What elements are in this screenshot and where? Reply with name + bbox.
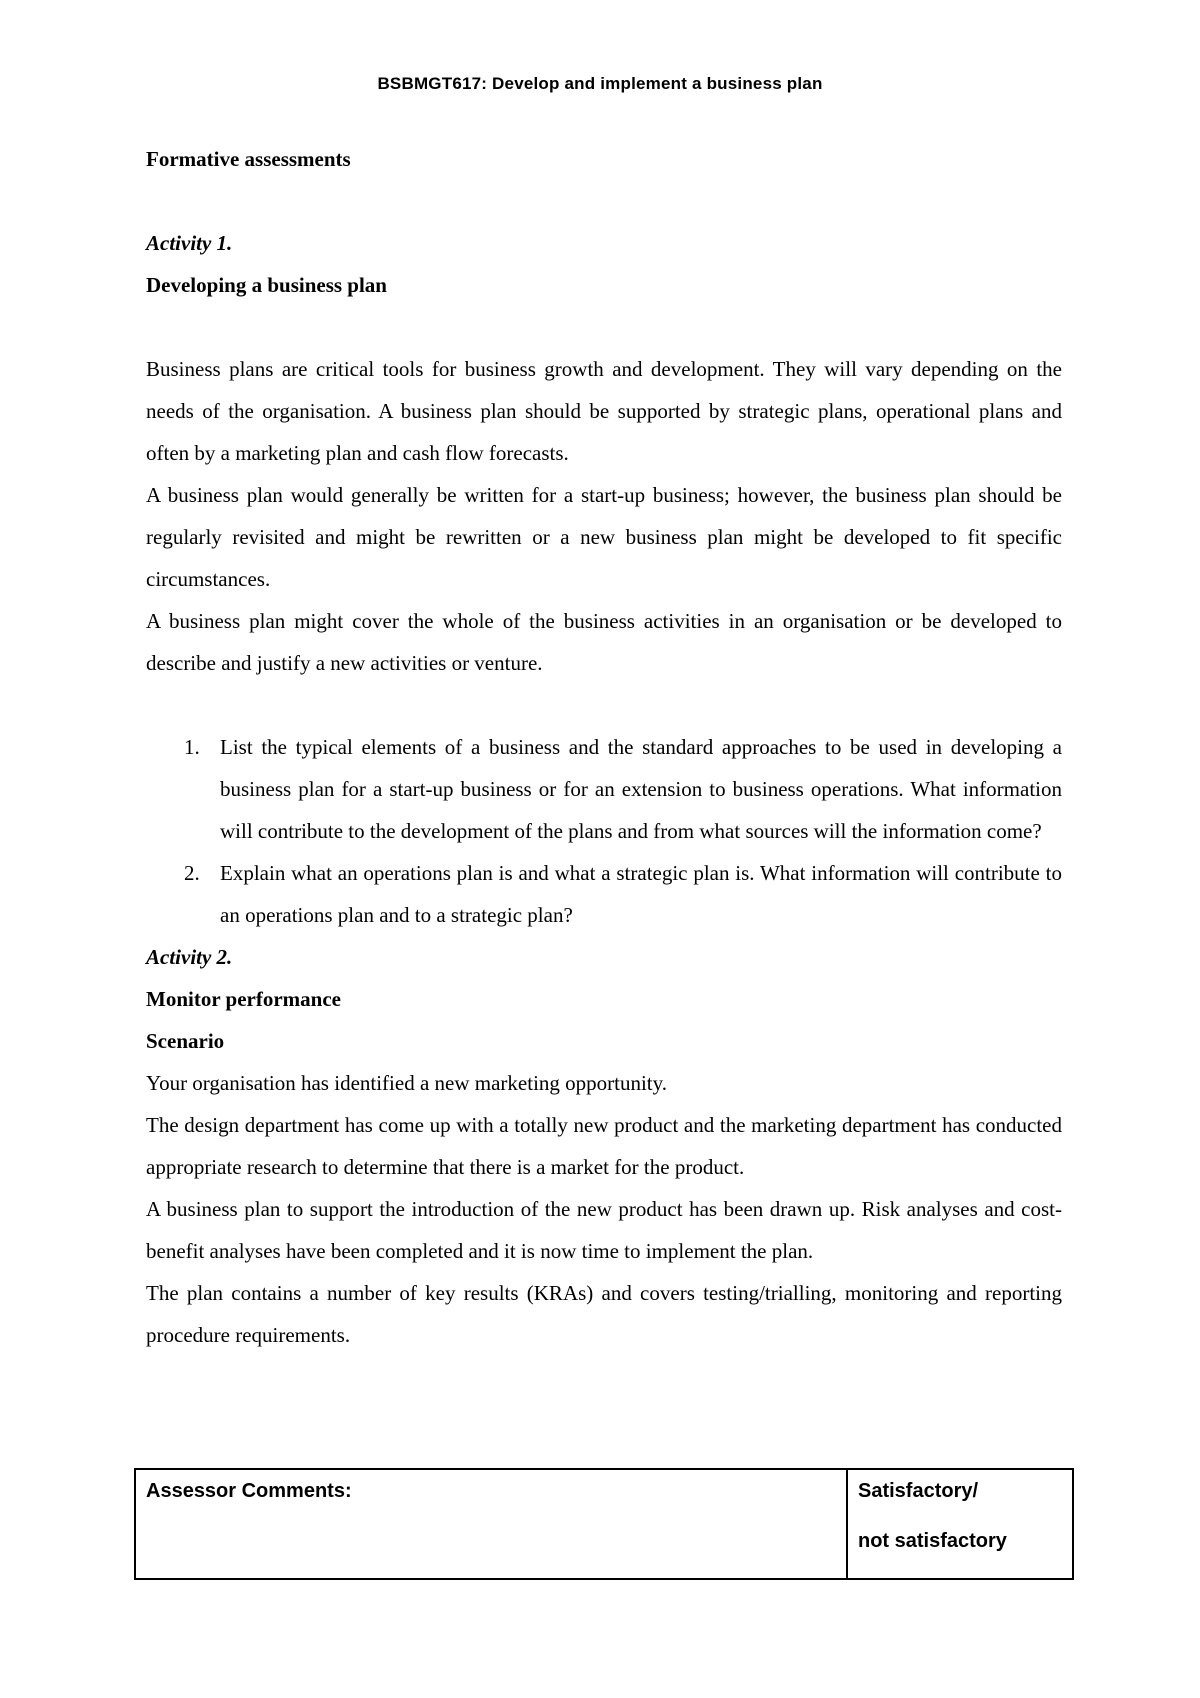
assessor-comments-label: Assessor Comments: <box>146 1480 352 1502</box>
section-title: Formative assessments <box>146 147 351 171</box>
question-text: List the typical elements of a business and the standard approaches to be used in developing a business plan for a start-up business or for an extension to business operations. What information will contribute to the development of the plans and from what sources will the information come? <box>220 735 1062 843</box>
activity-1-label: Activity 1. <box>146 231 233 255</box>
assessor-table <box>134 1468 1074 1580</box>
activity-2-paragraph: The plan contains a number of key results (KRAs) and covers testing/trialling, monitoring and reporting procedure requirements. <box>146 1281 1062 1347</box>
satisfactory-label: Satisfactory/ <box>858 1480 979 1502</box>
activity-1-paragraph: Business plans are critical tools for business growth and development. They will vary depending on the needs of the organisation. A business plan should be supported by strategic plans, operational plans and often by a marketing plan and cash flow forecasts. <box>146 357 1062 465</box>
assessor-comments-cell[interactable] <box>136 1470 848 1578</box>
activity-2-label: Activity 2. <box>146 945 233 969</box>
activity-1-heading: Developing a business plan <box>146 273 387 297</box>
satisfactory-cell[interactable] <box>848 1456 1072 1578</box>
question-item <box>146 852 1062 936</box>
activity-2-paragraph: The design department has come up with a totally new product and the marketing department has conducted appropriate research to determine that there is a market for the product. <box>146 1113 1062 1179</box>
activity-2-heading: Monitor performance <box>146 987 341 1011</box>
page-header: BSBMGT617: Develop and implement a business plan <box>377 74 823 93</box>
question-text: Explain what an operations plan is and what a strategic plan is. What information will contribute to an operations plan and to a strategic plan? <box>220 861 1062 927</box>
activity-2-paragraph: Your organisation has identified a new marketing opportunity. <box>146 1071 668 1095</box>
scenario-label: Scenario <box>146 1029 225 1053</box>
question-number: 1. <box>184 735 200 759</box>
activity-2-paragraph: A business plan to support the introduction of the new product has been drawn up. Risk analyses and cost-benefit analyses have been completed and it is now time to implement the plan. <box>146 1197 1062 1263</box>
activity-1-paragraph: A business plan would generally be written for a start-up business; however, the business plan should be regularly revisited and might be rewritten or a new business plan might be developed to fit specific circumstances. <box>146 483 1062 591</box>
not-satisfactory-label: not satisfactory <box>858 1530 1007 1552</box>
question-item <box>146 726 1062 852</box>
activity-1-questions <box>146 726 1062 936</box>
activity-1-paragraph: A business plan might cover the whole of the business activities in an organisation or be developed to describe and justify a new activities or venture. <box>146 609 1062 675</box>
question-number: 2. <box>184 861 200 885</box>
document-body <box>146 138 1062 1356</box>
